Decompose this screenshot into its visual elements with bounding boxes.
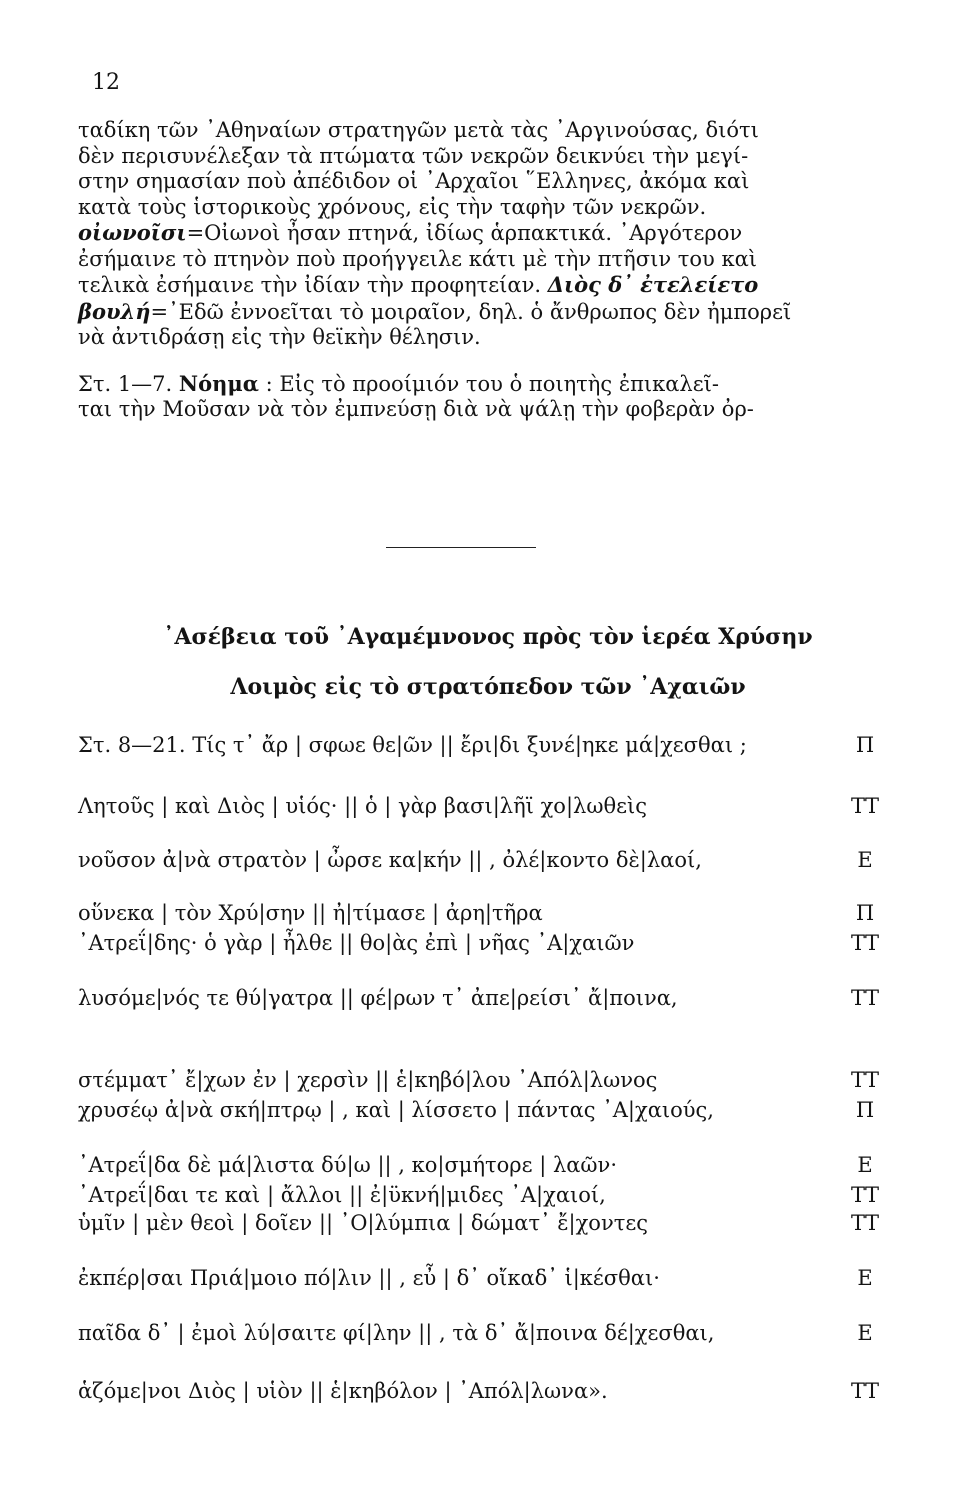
meter-mark: ΤΤ <box>850 1068 879 1092</box>
verse-line <box>78 1095 918 1125</box>
verse-line <box>78 1150 918 1180</box>
verse-line <box>78 730 918 760</box>
section-divider <box>386 547 536 548</box>
verse-line <box>78 845 918 875</box>
verse-line <box>78 928 918 958</box>
meter-mark: ΤΤ <box>850 931 879 955</box>
verse-text: Στ. 8—21. Τίς τ᾿ ἄρ | σφωε θε|ῶν || ἔρι|δι ξυνέ|ηκε μά|χεσθαι ; <box>78 733 747 757</box>
verse-text: παῖδα δ᾿ | ἐμοὶ λύ|σαιτε φί|λην || , τὰ δ᾿ ἄ|ποινα δέ|χεσθαι, <box>78 1321 715 1345</box>
meter-mark: Π <box>855 1098 875 1122</box>
commentary-text: : Εἰς τὸ προοίμιόν του ὁ ποιητὴς ἐπικαλεῖ- <box>258 371 719 396</box>
meter-mark: ΤΤ <box>850 986 879 1010</box>
meter-mark: ΤΤ <box>850 1183 879 1207</box>
verse-text: ᾿Ατρεΐ|δα δὲ μά|λιστα δύ|ω || , κο|σμήτορε | λαῶν· <box>78 1153 617 1177</box>
verse-text: στέμματ᾿ ἔ|χων ἐν | χερσὶν || ἑ|κηβό|λου ᾿Απόλ|λωνος <box>78 1068 658 1092</box>
verse-line <box>78 1318 918 1348</box>
verse-text: ᾿Ατρεΐ|δης· ὁ γὰρ | ἦλθε || θο|ὰς ἐπὶ | νῆας ᾿Α|χαιῶν <box>78 931 635 955</box>
verse-text: νοῦσον ἀ|νὰ στρατὸν | ὦρσε κα|κήν || , ὀλέ|κοντο δὲ|λαοί, <box>78 848 702 872</box>
commentary-line <box>78 272 920 299</box>
verse-line <box>78 1263 918 1293</box>
commentary-text: τελικὰ ἐσήμαινε τὴν ἰδίαν τὴν προφητείαν. <box>78 273 548 297</box>
verse-text: οὕνεκα | τὸν Χρύ|σην || ἠ|τίμασε | ἀρη|τῆρα <box>78 901 543 925</box>
section-heading <box>130 612 846 712</box>
term-boule: βουλή <box>78 298 151 324</box>
verse-text: ὑμῖν | μὲν θεοὶ | δοῖεν || ᾿Ο|λύμπια | δώματ᾿ ἔ|χοντες <box>78 1211 648 1235</box>
term-definition: =᾿Εδῶ ἐννοεῖται τὸ μοιραῖον, δηλ. ὁ ἄνθρωπος δὲν ἠμπορεῖ <box>150 299 792 324</box>
verse-text: λυσόμε|νός τε θύ|γατρα || φέ|ρων τ᾿ ἀπε|ρείσι᾿ ἄ|ποινα, <box>78 986 678 1010</box>
verse-text: ἁζόμε|νοι Διὸς | υἱὸν || ἑ|κηβόλον | ᾿Απόλ|λωνα». <box>78 1379 608 1403</box>
commentary-line: στην σημασίαν ποὺ ἀπέδιδον οἱ ᾿Αρχαῖοι ῞Ελληνες, ἀκόμα καὶ <box>78 169 750 193</box>
heading-line-2: Λοιμὸς εἰς τὸ στρατόπεδον τῶν ᾿Αχαιῶν <box>230 674 746 700</box>
commentary-line <box>78 371 920 398</box>
commentary-line: ἐσήμαινε τὸ πτηνὸν ποὺ προήγγειλε κάτι μὲ τὴν πτῆσιν του καὶ <box>78 246 758 271</box>
page-number: 12 <box>92 70 120 95</box>
meter-mark: ΤΤ <box>850 1379 879 1403</box>
commentary-line: ται τὴν Μοῦσαν νὰ τὸν ἐμπνεύσῃ διὰ νὰ ψάλῃ τὴν φοβερὰν ὀρ- <box>78 397 754 421</box>
verse-text: ᾿Ατρεΐ|δαι τε καὶ | ἄλλοι || ἐ|ϋκνή|μιδες ᾿Α|χαιοί, <box>78 1183 606 1207</box>
term-oionoisi: οἰωνοῖσι <box>78 220 187 245</box>
commentary-block <box>78 118 920 423</box>
commentary-line: νὰ ἀντιδράσῃ εἰς τὴν θεϊκὴν θέλησιν. <box>78 325 481 349</box>
meter-mark: Ε <box>857 1321 873 1345</box>
meter-mark: Ε <box>857 1153 873 1177</box>
meter-mark: Ε <box>857 1266 873 1290</box>
noema-label: Νόημα <box>178 370 259 396</box>
meter-mark: Ε <box>857 848 873 872</box>
verse-line <box>78 983 918 1013</box>
verse-line <box>78 1065 918 1095</box>
meter-mark: ΤΤ <box>850 794 879 818</box>
commentary-line <box>78 220 920 247</box>
meter-mark: Π <box>855 901 875 925</box>
term-definition: =Οἰωνοὶ ἦσαν πτηνά, ἰδίως ἁρπακτικά. ᾿Αργότερον <box>186 221 743 245</box>
term-dios-eteleieto: Διὸς δ᾿ ἐτελείετο <box>547 272 759 297</box>
commentary-line: δὲν περισυνέλεξαν τὰ πτώματα τῶν νεκρῶν δεικνύει τὴν μεγί- <box>78 143 749 168</box>
verse-line <box>78 898 918 928</box>
verse-line <box>78 791 918 821</box>
verse-text: χρυσέῳ ἀ|νὰ σκή|πτρῳ | , καὶ | λίσσετο | πάντας ᾿Α|χαιούς, <box>78 1098 714 1122</box>
verse-line <box>78 1376 918 1406</box>
meter-mark: ΤΤ <box>850 1211 879 1235</box>
verse-text: ἐκπέρ|σαι Πριά|μοιο πό|λιν || , εὖ | δ᾿ οἴκαδ᾿ ἱ|κέσθαι· <box>78 1266 660 1290</box>
commentary-line: κατὰ τοὺς ἱστορικοὺς χρόνους, εἰς τὴν ταφὴν τῶν νεκρῶν. <box>78 194 707 219</box>
verse-text: Λητοῦς | καὶ Διὸς | υἱός· || ὁ | γὰρ βασι|λῆϊ χο|λωθεὶς <box>78 794 647 818</box>
commentary-line: ταδίκη τῶν ᾿Αθηναίων στρατηγῶν μετὰ τὰς ᾿Αργινούσας, διότι <box>78 118 759 142</box>
commentary-line <box>78 299 920 326</box>
verse-line <box>78 1180 918 1210</box>
meter-mark: Π <box>855 733 875 757</box>
verse-reference: Στ. 1—7. <box>78 371 179 396</box>
verse-line <box>78 1208 918 1238</box>
heading-line-1: ᾿Ασέβεια τοῦ ᾿Αγαμέμνονος πρὸς τὸν ἱερέα Χρύσην <box>163 624 813 650</box>
